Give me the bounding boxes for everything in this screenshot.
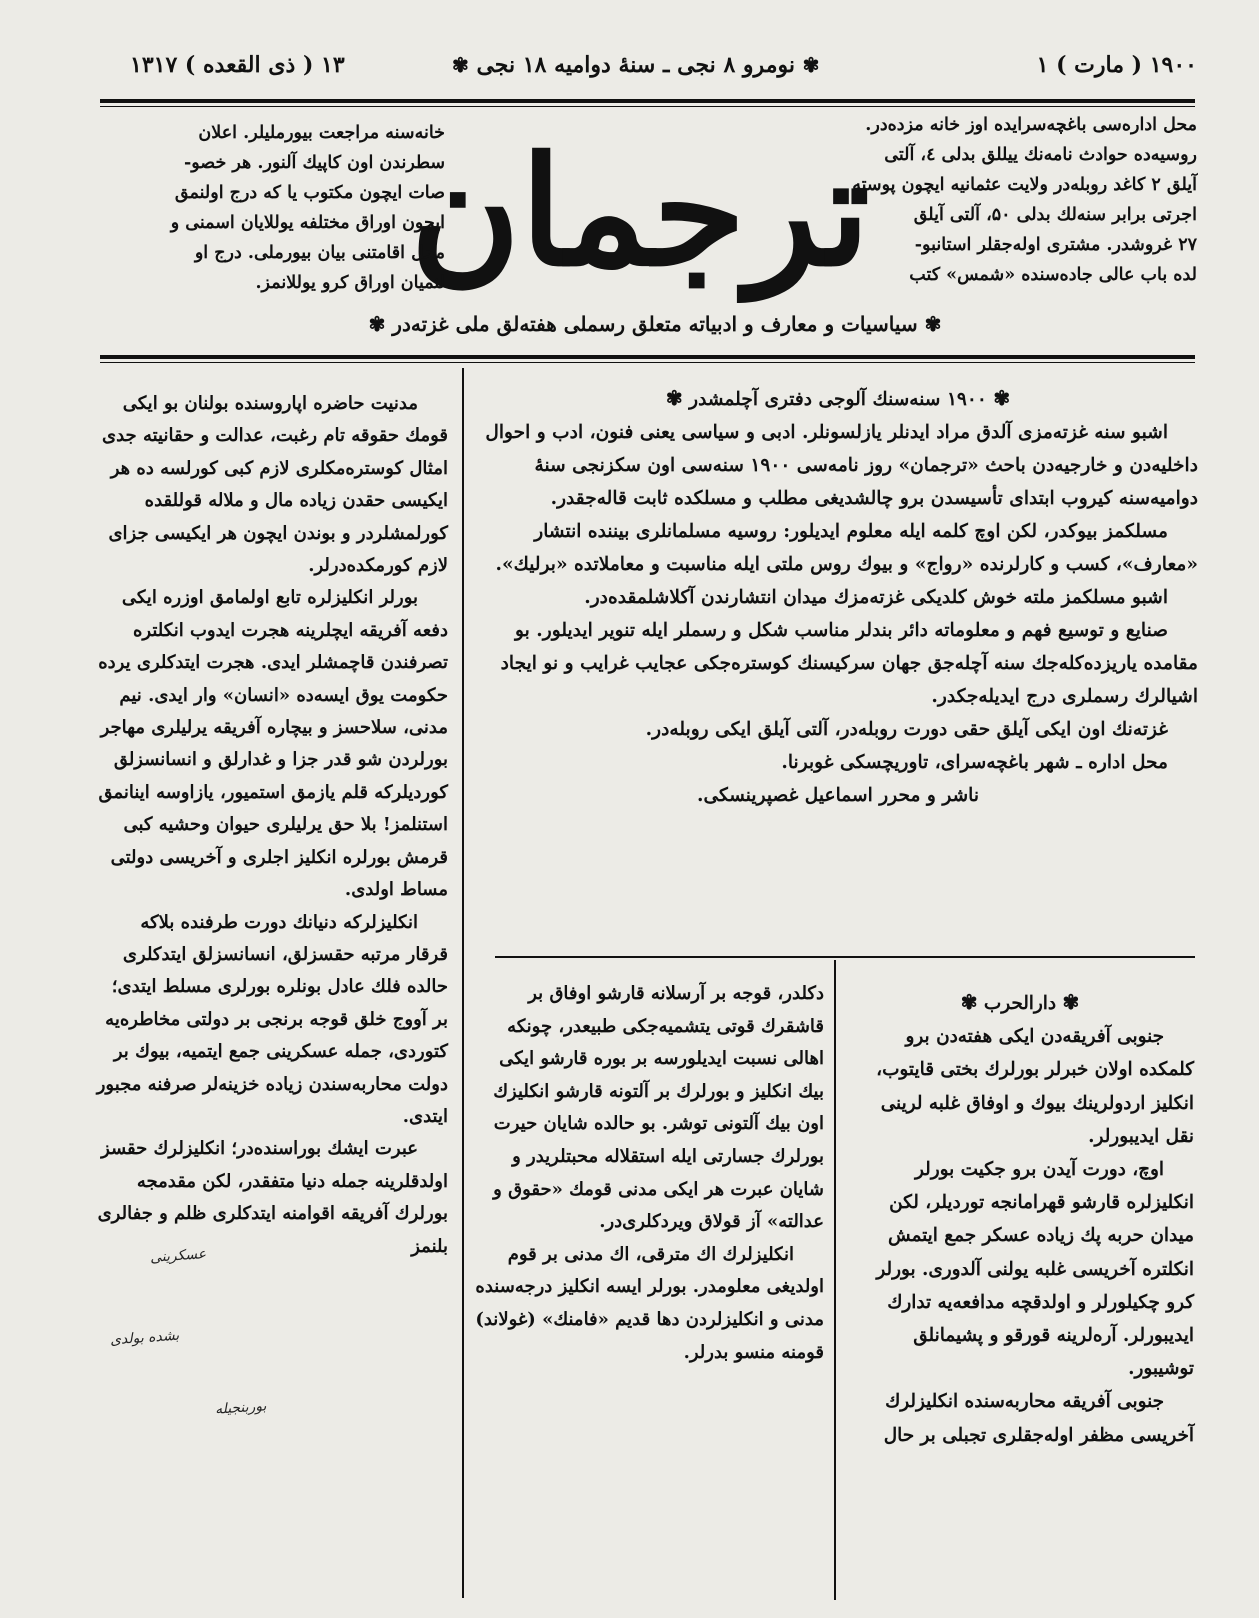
handwritten-note: عسکرینی — [149, 1246, 207, 1266]
masthead-rule-thin — [100, 362, 1195, 363]
info-line: محل اداره‌سی باغچه‌سرایده اوز خانه مزده‌در. — [865, 115, 1197, 135]
announcement-paragraph: صنایع و توسیع فهم و معلوماته دائر بندلر مناسب شکل و رسملر ایله تنویر ایدیلور. بو مقامده یاریزده‌کله‌جك سنه آچله‌جق جهان سرکیسنك کوستره‌جکی عجایب غرایب و نو ایجاد اشیالرك رسملری درج ایدیله‌جکدر. — [500, 620, 1198, 707]
column-rule — [834, 960, 836, 1600]
column-rule — [462, 368, 464, 1598]
masthead-title: ترجمان — [410, 124, 870, 300]
section-heading-text: دارالحرب — [983, 993, 1057, 1014]
info-line: محل اقامتنی بیان بیورملی. درج او — [194, 243, 445, 263]
section-heading — [846, 986, 1194, 1020]
header-rule — [100, 99, 1195, 103]
article-paragraph: انکلیزلرکه دنیانك دورت طرفنده بلاکه قرقار مرتبه حقسزلق، انسانسزلق ایتدکلری حالده فلك عادل بونلره بورلری مسلط ایتدی؛ بر آووج خلق قوجه برنجی بر دولتی مخاطره‌یه کتوردی، جمله عسکرینی جمع ایتمیه، بیوك بر دولت محاربه‌سندن زیاده خزینه‌لر صرفنه مجبور ایتدی. — [96, 911, 448, 1127]
masthead-subtitle — [340, 312, 970, 336]
announcement-heading-text: ۱۹۰۰ سنه‌سنك آلوجی دفتری آچلمشدر — [689, 389, 987, 410]
article-paragraph: دکلدر، قوجه بر آرسلانه قارشو اوفاق بر قاشقرك قوتی یتشمیه‌جکی طبیعدر، چونکه اهالی نسبت ایدیلورسه بر بوره قارشو ایکی بیك انکلیز و بورلرك بر آلتونه قارشو انکلیزك اون بیك آلتونی توشر. بو حالده شایان حیرت بورلرك جسارتی ایله استقلاله محبتلریدر و شایان عبرت هر ایکی مدنی قومك «حقوق و عدالته» آز قولاق ویردکلری‌در. — [493, 983, 824, 1233]
article-column-left — [96, 388, 448, 1263]
info-line: سطرندن اون کاپیك آلنور. هر خصو- — [183, 153, 445, 173]
date-hijri: ۱۳ ( ذی القعده ) ۱۳۱۷ — [130, 52, 345, 78]
issue-number — [452, 52, 819, 78]
header-rule-thin — [100, 106, 1195, 107]
info-line: ۲۷ غروشدر. مشتری اوله‌جقلر استانبو- — [914, 235, 1197, 255]
article-paragraph: بورلر انکلیزلره تابع اولمامق اوزره ایکی دفعه آفریقه ایچلرینه هجرت ایدوب انکلتره تصرفندن قاچمشلر ایدی. هجرت ایتدکلری یرده حکومت یوق ایسه‌ده «انسان» وار ایدی. نیم مدنی، سلاحسز و بیچاره آفریقه یرلیلری مهاجر بورلردن شو قدر جزا و غدارلق و انسانسزلق کوردیلرکه قلم یازمق استمیور، یازاوسه اینانمق استنلمز! بلا حق یرلیلری حیوان وحشیه کبی قرمش بورلره انکلیز اجلری و آخریسی دولتی مساط اولدی. — [98, 587, 448, 901]
ornament-icon: ✾ — [368, 312, 386, 336]
publisher-line: ناشر و محرر اسماعیل غصپرینسکی. — [696, 785, 980, 806]
ornament-icon: ✾ — [1062, 990, 1080, 1014]
issue-text: نومرو ۸ نجی ـ سنهٔ دوامیه ۱۸ نجی — [476, 52, 795, 78]
article-paragraph: جنوبی آفریقه محاربه‌سنده انکلیزلرك آخریسی مظفر اوله‌جقلری تجبلی بر حال — [883, 1391, 1194, 1446]
announcement-bottom-rule — [495, 956, 1195, 958]
announcement-paragraph: محل اداره ـ شهر باغچه‌سرای، تاوریچسکی غوبرنا. — [781, 752, 1168, 773]
handwritten-note: بشده بولدی — [109, 1327, 180, 1349]
ornament-icon: ✾ — [802, 53, 820, 77]
announcement-paragraph: اشبو مسلکمز ملته خوش کلدیکی غزته‌مزك میدان انتشارندن آکلاشلمقده‌در. — [584, 587, 1168, 608]
article-paragraph: جنوبی آفریقه‌دن ایکی هفته‌دن برو کلمکده اولان خبرلر بورلرك بختی قایتوب، انکلیز اردولرینك بیوك و اوفاق غلبه لرینی نقل ایدیبورلر. — [876, 1026, 1194, 1147]
ornament-icon: ✾ — [960, 990, 978, 1014]
info-line: خانه‌سنه مراجعت بیورملیلر. اعلان — [198, 123, 445, 143]
article-column-right — [846, 986, 1194, 1452]
announcement-paragraph: غزته‌نك اون ایکی آیلق حقی دورت روبله‌در، آلتی آیلق ایکی روبله‌در. — [645, 719, 1168, 740]
article-paragraph: عبرت ایشك بوراسنده‌در؛ انکلیزلرك حقسز اولدقلرینه جمله دنیا متفقدر، لکن مقدمجه بورلرك آفریقه اقوامنه ایتدکلری ظلم و جفالری بلنمز — [97, 1138, 448, 1257]
masthead-rule — [100, 355, 1195, 359]
ornament-icon: ✾ — [665, 386, 683, 410]
article-column-middle — [474, 978, 824, 1369]
announcement-article — [478, 382, 1198, 812]
announcement-paragraph: مسلکمز بیوکدر، لکن اوچ کلمه ایله معلوم ایدیلور: روسیه مسلمانلری بیننده انتشار «معارف»، کسب و کارلرنده «رواج» و بیوك روس ملتی ایله مناسبت و معاملاتده «برلیك». — [495, 521, 1198, 575]
ornament-icon: ✾ — [924, 312, 942, 336]
ornament-icon: ✾ — [452, 53, 469, 77]
info-line: آیلق ۲ کاغد روبله‌در ولایت عثمانیه ایچون پوسته — [852, 175, 1197, 195]
article-paragraph: اوچ، دورت آیدن برو جکیت بورلر انکلیزلره قارشو قهرامانجه توردیلر، لکن میدان حربه پك زیاده عسکر جمع ایتمش انکلتره آخریسی غلبه یولنی آلدوری. بورلر کرو چکیلورلر و اولدقچه مدافعه‌یه تدارك ایدیبورلر. آره‌لرینه قورقو و پشیمانلق توشیبور. — [876, 1159, 1194, 1380]
info-line: لنمیان اوراق کرو یوللانمز. — [255, 273, 445, 293]
announcement-heading — [478, 382, 1198, 416]
info-line: روسیه‌ده حوادث نامه‌نك ییللق بدلی ٤، آلتی — [884, 145, 1197, 165]
article-paragraph: مدنیت حاضره اپاروسنده بولنان بو ایکی قومك حقوقه تام رغبت، عدالت و حقانیته جدی امثال کوستره‌مکلری لازم کبی کورلسه ده هر ایکیسی حقدن زیاده مال و ملاله قوللقده کورلمشلردر و بوندن ایچون هر ایکیسی جزای لازم کورمکده‌درلر. — [102, 393, 448, 577]
handwritten-note: بوربنجیله — [214, 1398, 267, 1418]
info-line: لده باب عالی جاده‌سنده «شمس» کتب — [909, 265, 1197, 285]
info-line: صات ایچون مکتوب یا که درج اولنمق — [174, 183, 445, 203]
info-line: ایچون اوراق مختلفه یوللایان اسمنی و — [170, 213, 445, 233]
subtitle-text: سیاسیات و معارف و ادبیاته متعلق رسملی هفته‌لق ملی غزته‌در — [392, 312, 918, 336]
info-block-right — [847, 110, 1197, 290]
ornament-icon: ✾ — [993, 386, 1011, 410]
article-paragraph: انکلیزلرك اك مترقی، اك مدنی بر قوم اولدیغی معلومدر. بورلر ایسه انکلیز درجه‌سنده مدنی و انکلیزلردن دها قدیم «فامنك» (غولاند) قومنه منسو بدرلر. — [475, 1243, 824, 1363]
announcement-paragraph: اشبو سنه غزته‌مزی آلدق مراد ایدنلر یازلسونلر. ادبی و سیاسی یعنی فنون، ادب و احوال داخلیه‌دن و خارجیه‌دن باحث «ترجمان» روز نامه‌سی ۱۹۰۰ سنه‌سی اون سکزنجی سنهٔ دوامیه‌سنه کیروب ابتدای تأسیسدن برو چالشدیغی مطلب و مسلکده ثابت قاله‌جقدر. — [485, 422, 1198, 509]
date-gregorian: ۱۹۰۰ ( مارت ) ۱ — [1036, 52, 1197, 78]
info-line: اجرتی برابر سنه‌لك بدلی ۵۰، آلتی آیلق — [913, 205, 1197, 225]
info-block-left — [100, 118, 445, 298]
